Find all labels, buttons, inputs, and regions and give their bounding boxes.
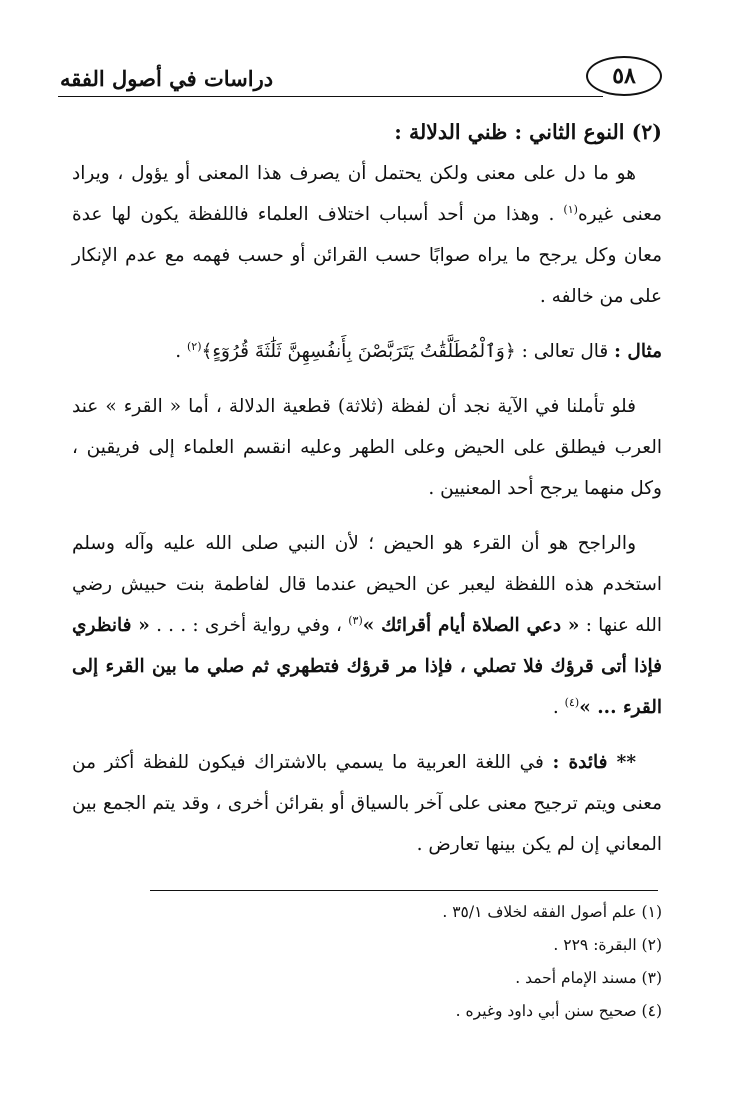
preference-middle: ، وفي رواية أخرى : . . . [149, 615, 349, 636]
preference-text: والراجح هو أن القرء هو الحيض ؛ لأن النبي صلى الله عليه وآله وسلم استخدم هذه اللفظة ليعبر عن الحيض عندما قال لفاطمة بنت حبيش رضي الله عنها : [72, 533, 663, 636]
definition-text: هو ما دل على معنى ولكن يحتمل أن يصرف هذا المعنى أو يؤول ، ويراد معنى غيره [72, 163, 663, 225]
benefit-text: في اللغة العربية ما يسمي بالاشتراك فيكون للفظة أكثر من معنى ويتم ترجيح معنى على آخر بالسياق أو بقرائن أخرى ، وقد يتم الجمع بين المعاني إن لم يكن بينها تعارض . [72, 752, 662, 855]
section-heading: (٢) النوع الثاني : ظني الدلالة : [394, 120, 662, 144]
footnotes [150, 896, 662, 1028]
analysis-paragraph: فلو تأملنا في الآية نجد أن لفظة (ثلاثة) قطعية الدلالة ، أما « القرء » عند العرب فيطلق على الحيض وعلى الطهر وعليه انقسم العلماء إلى فريقين ، وكل منهما يرجح أحد المعنيين . [72, 396, 662, 499]
example-end: . [175, 341, 187, 362]
page-body [72, 112, 662, 865]
example-paragraph [72, 331, 662, 372]
footnote-ref-1: (١) [563, 202, 578, 216]
example-label: مثال : [614, 341, 662, 362]
page-number-oval [586, 56, 662, 96]
preference-paragraph [72, 523, 662, 728]
preference-end: . [552, 697, 565, 718]
footnote-2: (٢) البقرة: ٢٢٩ . [553, 936, 662, 954]
footnote-ref-3: (٣) [348, 613, 363, 627]
footnote-1: (١) علم أصول الفقه لخلاف ٣٥/١ . [442, 903, 662, 921]
benefit-label: ** فائدة : [552, 752, 637, 773]
footnote-rule [150, 890, 658, 891]
footnote-ref-4: (٤) [564, 695, 580, 709]
footnote-3: (٣) مسند الإمام أحمد . [515, 969, 662, 987]
benefit-paragraph [72, 742, 662, 865]
example-verse: قال تعالى : ﴿وَٱلْمُطَلَّقَٰتُ يَتَرَبَّصْنَ بِأَنفُسِهِنَّ ثَلَٰثَةَ قُرُوٓءٍ﴾ [201, 341, 615, 362]
page-number: ٥٨ [612, 63, 636, 89]
definition-paragraph [72, 153, 662, 317]
footnote-ref-2: (٢) [186, 339, 202, 353]
running-header-title: دراسات في أصول الفقه [60, 66, 274, 91]
header-rule [58, 96, 603, 97]
footnote-4: (٤) صحيح سنن أبي داود وغيره . [455, 1002, 662, 1020]
definition-continuation: . وهذا من أحد أسباب اختلاف العلماء فاللفظة يكون لها عدة معان وكل يرجح ما يراه صوابًا حسب القرائن أو حسب فهمه مع عدم الإنكار على من خالفه . [72, 204, 662, 307]
hadith-quote-2: « فانظري فإذا أتى قرؤك فلا تصلي ، فإذا مر قرؤك فتطهري ثم صلي ما بين القرء إلى القرء ... » [72, 615, 662, 718]
hadith-quote-1: « دعي الصلاة أيام أقرائك » [362, 615, 580, 636]
